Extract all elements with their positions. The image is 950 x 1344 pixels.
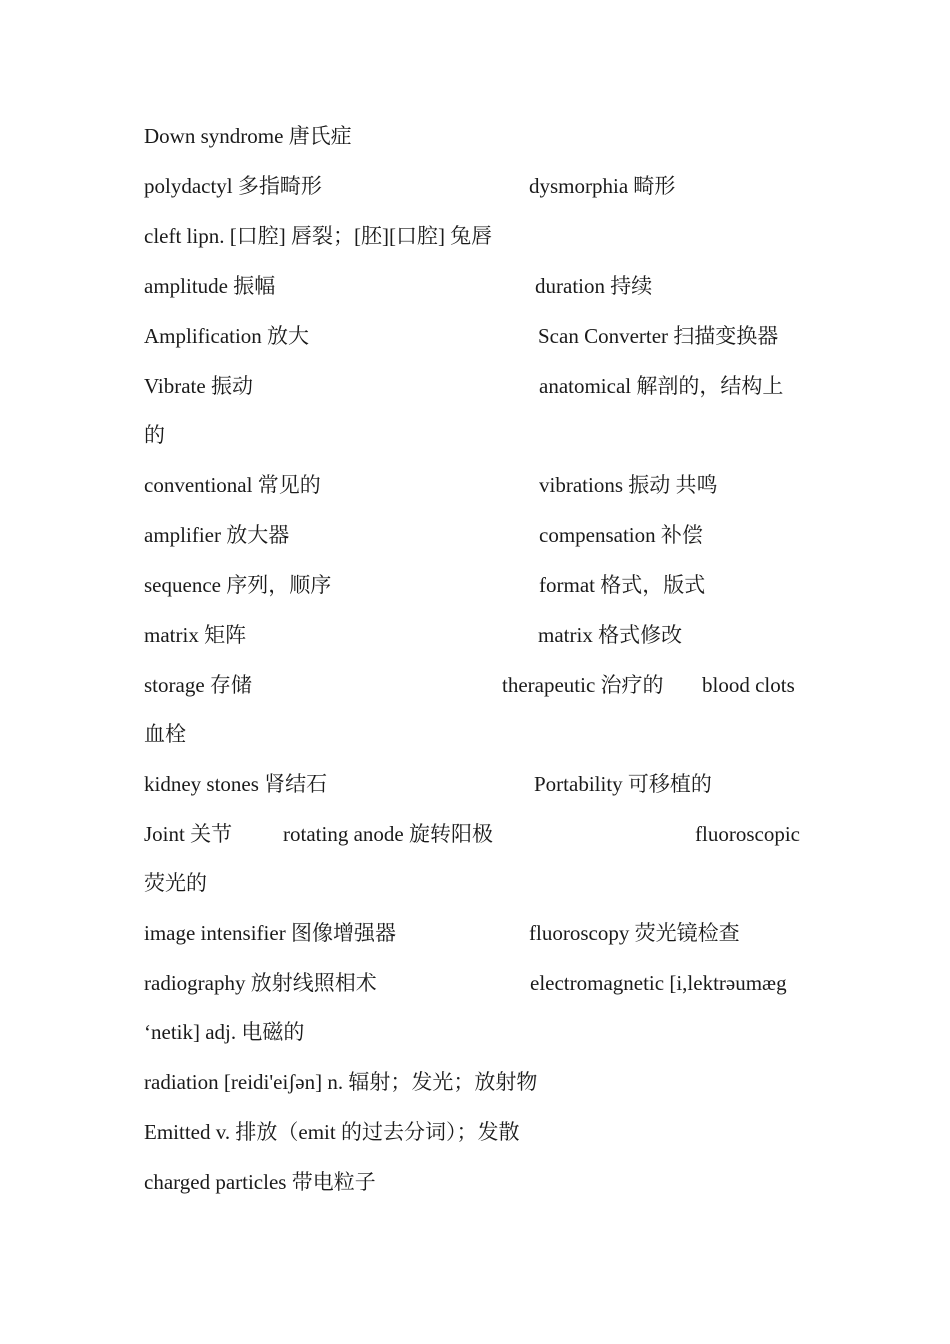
vocab-entry: Emitted v. 排放（emit 的过去分词）；发散 xyxy=(144,1120,520,1144)
vocab-entry: matrix 格式修改 xyxy=(538,623,683,647)
vocab-entry: ‘netik] adj. 电磁的 xyxy=(144,1020,305,1044)
vocab-entry: format 格式，版式 xyxy=(539,573,706,597)
vocab-entry: cleft lipn. [口腔] 唇裂；[胚][口腔] 兔唇 xyxy=(144,224,493,248)
vocab-line xyxy=(144,670,808,700)
vocab-entry: Amplification 放大 xyxy=(144,324,310,348)
vocab-entry: duration 持续 xyxy=(535,274,653,298)
vocab-line xyxy=(144,420,808,450)
vocab-entry: amplifier 放大器 xyxy=(144,523,290,547)
vocab-entry: radiography 放射线照相术 xyxy=(144,971,377,995)
vocab-entry: 的 xyxy=(144,423,165,447)
vocab-entry: compensation 补偿 xyxy=(539,523,703,547)
vocab-line xyxy=(144,570,808,600)
vocab-line xyxy=(144,968,808,998)
vocab-entry: anatomical 解剖的，结构上 xyxy=(539,374,784,398)
vocab-line xyxy=(144,221,808,251)
vocab-entry: electromagnetic [i,lektrəumæg xyxy=(530,971,787,995)
vocab-line xyxy=(144,321,808,351)
vocab-entry: polydactyl 多指畸形 xyxy=(144,174,322,198)
vocab-entry: therapeutic 治疗的 xyxy=(502,673,664,697)
vocab-line xyxy=(144,271,808,301)
vocab-line xyxy=(144,171,808,201)
vocab-entry: Vibrate 振动 xyxy=(144,374,253,398)
vocab-line xyxy=(144,918,808,948)
vocab-line xyxy=(144,819,808,849)
vocab-entry: Portability 可移植的 xyxy=(534,772,712,796)
vocab-entry: fluoroscopy 荧光镜检查 xyxy=(529,921,740,945)
vocab-line xyxy=(144,1117,808,1147)
vocab-line xyxy=(144,769,808,799)
vocab-entry: matrix 矩阵 xyxy=(144,623,247,647)
vocab-entry: sequence 序列，顺序 xyxy=(144,573,332,597)
vocab-line xyxy=(144,1017,808,1047)
vocab-entry: charged particles 带电粒子 xyxy=(144,1170,376,1194)
vocab-line xyxy=(144,121,808,151)
vocab-entry: conventional 常见的 xyxy=(144,473,321,497)
vocab-entry: fluoroscopic xyxy=(695,822,800,846)
vocab-entry: Joint 关节 xyxy=(144,822,233,846)
vocab-line xyxy=(144,371,808,401)
vocab-line xyxy=(144,520,808,550)
vocab-entry: 血栓 xyxy=(144,722,186,746)
vocab-entry: vibrations 振动 共鸣 xyxy=(539,473,718,497)
vocab-line xyxy=(144,868,808,898)
vocab-line xyxy=(144,1067,808,1097)
vocab-entry: Down syndrome 唐氏症 xyxy=(144,124,352,148)
vocab-entry: 荧光的 xyxy=(144,871,207,895)
vocab-entry: rotating anode 旋转阳极 xyxy=(283,822,493,846)
vocab-line xyxy=(144,719,808,749)
vocab-entry: amplitude 振幅 xyxy=(144,274,276,298)
vocab-line xyxy=(144,470,808,500)
vocab-entry: kidney stones 肾结石 xyxy=(144,772,328,796)
vocab-entry: radiation [reidi'eiʃən] n. 辐射；发光；放射物 xyxy=(144,1070,538,1094)
vocab-entry: dysmorphia 畸形 xyxy=(529,174,676,198)
vocab-line xyxy=(144,1167,808,1197)
vocab-entry: storage 存储 xyxy=(144,673,252,697)
vocab-line xyxy=(144,620,808,650)
vocab-entry: Scan Converter 扫描变换器 xyxy=(538,324,779,348)
vocab-entry: blood clots xyxy=(702,673,795,697)
vocab-entry: image intensifier 图像增强器 xyxy=(144,921,396,945)
